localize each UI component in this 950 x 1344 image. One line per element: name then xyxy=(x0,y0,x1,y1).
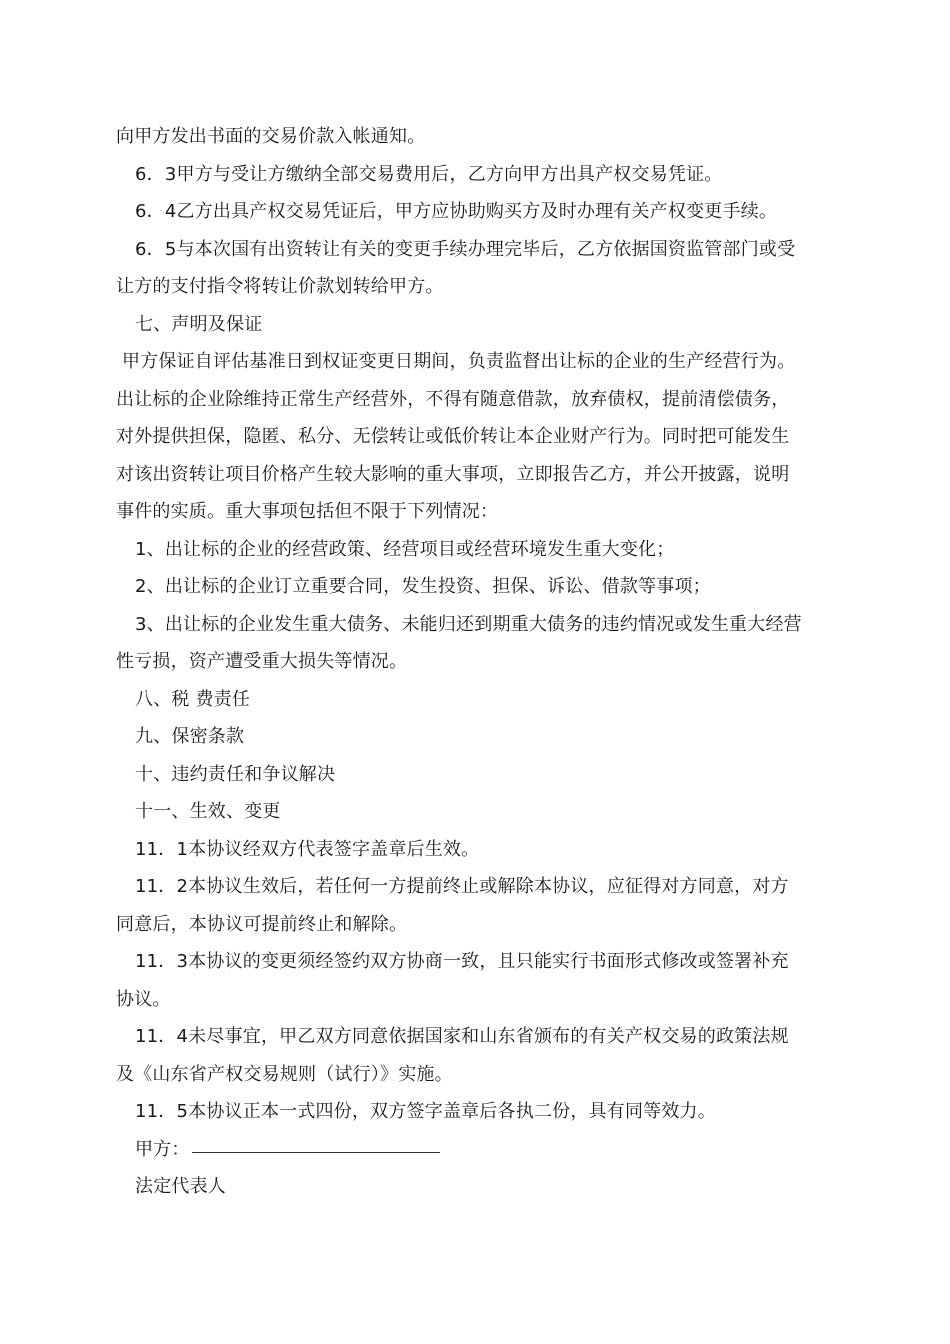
section-heading-8: 八、税 费责任 xyxy=(135,689,251,710)
section-heading-10: 十、违约责任和争议解决 xyxy=(135,764,336,785)
paragraph-line: 让方的支付指令将转让价款划转给甲方。 xyxy=(116,276,444,297)
paragraph-line: 对该出资转让项目价格产生较大影响的重大事项，立即报告乙方，并公开披露，说明 xyxy=(116,464,790,485)
section-heading-9: 九、保密条款 xyxy=(135,726,245,747)
section-heading-11: 十一、生效、变更 xyxy=(135,801,281,822)
clause-6-3: 6．3甲方与受让方缴纳全部交易费用后，乙方向甲方出具产权交易凭证。 xyxy=(135,164,723,185)
clause-11-3: 11．3本协议的变更须经签约双方协商一致，且只能实行书面形式修改或签署补充 xyxy=(135,951,789,972)
paragraph-line: 及《山东省产权交易规则（试行）》实施。 xyxy=(116,1064,453,1085)
paragraph-line: 协议。 xyxy=(116,989,171,1010)
party-a-signature-line[interactable] xyxy=(192,1152,440,1153)
clause-6-5: 6．5与本次国有出资转让有关的变更手续办理完毕后，乙方依据国资监管部门或受 xyxy=(135,239,796,260)
paragraph-line: 事件的实质。重大事项包括但不限于下列情况： xyxy=(116,501,499,522)
paragraph-line: 对外提供担保，隐匿、私分、无偿转让或低价转让本企业财产行为。同时把可能发生 xyxy=(116,426,790,447)
list-item-2: 2、出让标的企业订立重要合同，发生投资、担保、诉讼、借款等事项； xyxy=(135,576,711,597)
paragraph-line: 向甲方发出书面的交易价款入帐通知。 xyxy=(116,126,426,147)
paragraph-line: 甲方保证自评估基准日到权证变更日期间，负责监督出让标的企业的生产经营行为。 xyxy=(122,351,796,372)
clause-11-4: 11．4未尽事宜，甲乙双方同意依据国家和山东省颁布的有关产权交易的政策法规 xyxy=(135,1026,789,1047)
paragraph-line: 同意后，本协议可提前终止和解除。 xyxy=(116,914,408,935)
legal-representative-label: 法定代表人 xyxy=(135,1176,226,1197)
clause-11-1: 11．1本协议经双方代表签字盖章后生效。 xyxy=(135,839,480,860)
clause-11-2: 11．2本协议生效后，若任何一方提前终止或解除本协议，应征得对方同意，对方 xyxy=(135,876,789,897)
clause-11-5: 11．5本协议正本一式四份，双方签字盖章后各执二份，具有同等效力。 xyxy=(135,1101,716,1122)
list-item-1: 1、出让标的企业的经营政策、经营项目或经营环境发生重大变化； xyxy=(135,539,675,560)
party-a-label: 甲方： xyxy=(135,1139,190,1160)
paragraph-line: 性亏损，资产遭受重大损失等情况。 xyxy=(116,651,408,672)
section-heading-7: 七、声明及保证 xyxy=(135,314,263,335)
paragraph-line: 出让标的企业除维持正常生产经营外，不得有随意借款，放弃债权，提前清偿债务， xyxy=(116,389,790,410)
clause-6-4: 6．4乙方出具产权交易凭证后，甲方应协助购买方及时办理有关产权变更手续。 xyxy=(135,201,778,222)
list-item-3: 3、出让标的企业发生重大债务、未能归还到期重大债务的违约情况或发生重大经营 xyxy=(135,614,802,635)
